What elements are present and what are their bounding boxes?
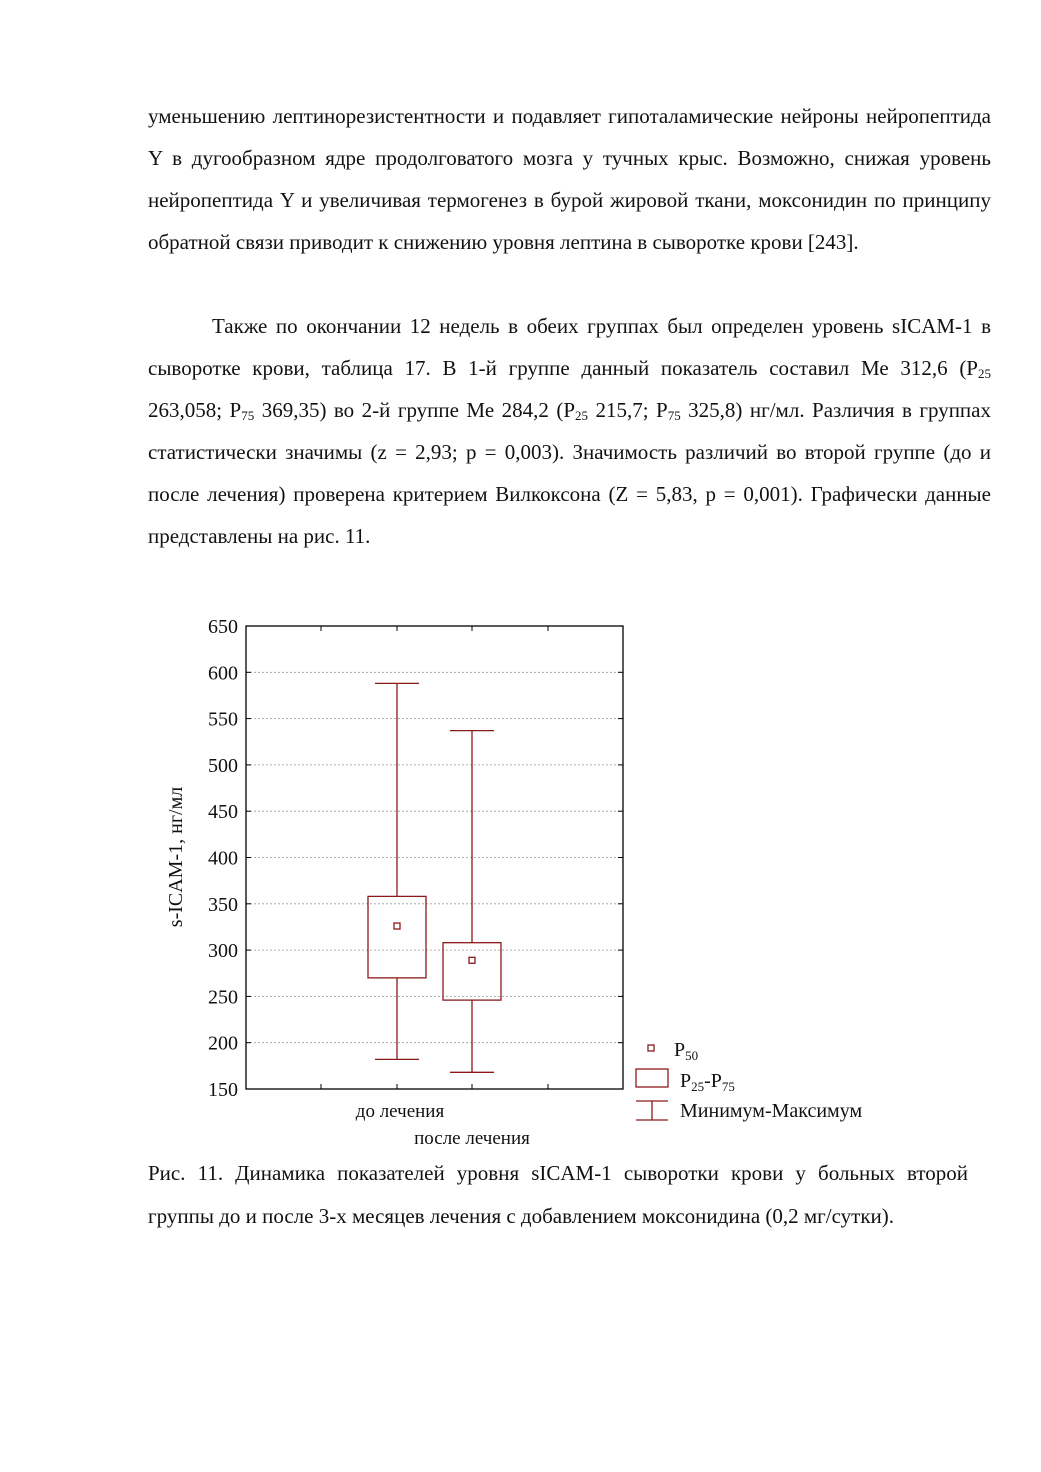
box-series xyxy=(368,683,501,1072)
box-2 xyxy=(443,731,501,1073)
axis-ticks xyxy=(208,616,623,1101)
legend-median-marker xyxy=(648,1045,654,1051)
p2-text-4: 215,7; P xyxy=(588,398,668,422)
p2-text-5: 325,8) нг/мл. Различия в группах статистически значимы (z = 2,93; p = 0,003). Значимость различий во второй группе (до и после лечения) проверена критерием Вилкоксона (Z = 5,83, p = 0,001). Графически данные представлены на рис. 11. xyxy=(148,398,991,548)
legend-median-label: $P_{50}$ xyxy=(674,1039,699,1063)
y-tick-label: 600 xyxy=(208,662,238,685)
y-tick-label: 400 xyxy=(208,847,238,870)
legend-box-label: $P_{25}-P_{75}$ xyxy=(680,1070,735,1094)
y-tick-label: 550 xyxy=(208,708,238,731)
y-tick-label: 350 xyxy=(208,893,238,916)
p2-text-3: 369,35) во 2-й группе Ме 284,2 (P xyxy=(254,398,575,422)
legend-box-marker xyxy=(636,1069,668,1087)
y-tick-label: 450 xyxy=(208,801,238,824)
p2-text-2: 263,058; P xyxy=(148,398,242,422)
median-marker xyxy=(469,957,475,963)
median-marker xyxy=(394,923,400,929)
figure-caption: Рис. 11. Динамика показателей уровня sICAM-1 сыворотки крови у больных второй группы до и после 3-х месяцев лечения с добавлением моксонидина (0,2 мг/сутки). xyxy=(148,1161,968,1228)
iqr-box xyxy=(368,896,426,977)
legend-whisker-marker xyxy=(636,1101,668,1120)
legend xyxy=(636,1039,862,1122)
box-1 xyxy=(368,683,426,1059)
p2-sub-3: 25 xyxy=(575,408,588,423)
p2-sub-1: 25 xyxy=(978,366,991,381)
y-tick-label: 650 xyxy=(208,616,238,638)
y-tick-label: 300 xyxy=(208,940,238,963)
y-tick-label: 250 xyxy=(208,986,238,1009)
legend-whisker-label: Минимум-Максимум xyxy=(680,1100,863,1122)
y-axis-label: s-ICAM-1, нг/мл xyxy=(165,786,187,928)
grid-lines xyxy=(246,672,623,1042)
y-tick-label: 500 xyxy=(208,754,238,777)
x-tick-label-after: после лечения xyxy=(414,1128,530,1149)
x-tick-label-before: до лечения xyxy=(355,1101,445,1122)
p2-text-1: Также по окончании 12 недель в обеих группах был определен уровень sICAM-1 в сыворотке крови, таблица 17. В 1-й группе данный показатель составил Ме 312,6 (P xyxy=(148,314,991,380)
p2-sub-2: 75 xyxy=(241,408,255,423)
p2-sub-4: 75 xyxy=(667,408,681,423)
paragraph-1: уменьшению лептинорезистентности и подавляет гипоталамические нейроны нейропептида Y в дугообразном ядре продолговатого мозга у тучных крыс. Возможно, снижая уровень нейропептида Y и увеличивая термогенез в бурой жировой ткани, моксонидин по принципу обратной связи приводит к снижению уровня лептина в сыворотке крови [243]. xyxy=(148,104,991,254)
iqr-box xyxy=(443,943,501,1000)
y-tick-label: 150 xyxy=(208,1079,238,1101)
y-tick-label: 200 xyxy=(208,1032,238,1055)
